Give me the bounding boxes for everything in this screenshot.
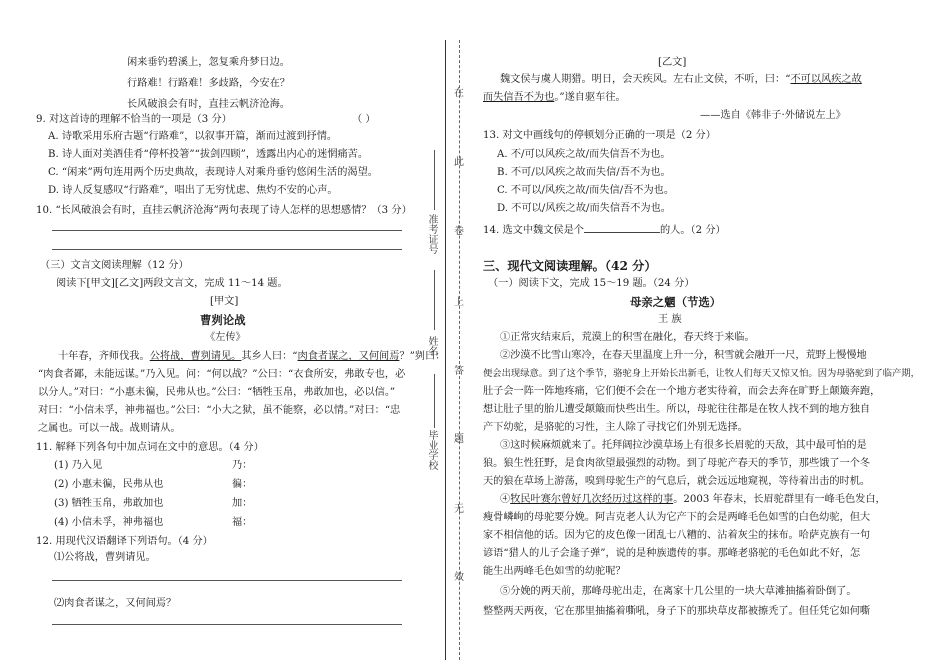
paragraph-line: 谚语“猎人的儿子会逢子弹”，说的是种族遗传的事。那峰老骆驼的毛色如此不好，怎 xyxy=(483,548,861,559)
paragraph-line: 肚子会一阵一阵地疼痛，它们便不会在一个地方老实待着，而会去奔在旷野上颠簸奔跑， xyxy=(483,386,881,397)
q11-word[interactable]: 徧： xyxy=(232,479,253,490)
paragraph-line: ⑤分娩的两天前，那峰母驼出走，在离家十几公里的一块大草滩抽搐着卧倒了。 xyxy=(500,586,857,597)
jia-text-line xyxy=(58,350,445,364)
question-10-stem: 10. “长风破浪会有时，直挂云帆济沧海”两句表现了诗人怎样的思想感情？（3 分） xyxy=(36,205,412,216)
text: 。”遂自驱车往。 xyxy=(554,92,626,103)
q12-item: ⑴公将战，曹刿请见。 xyxy=(54,552,156,563)
school-label: 毕业学校 xyxy=(426,430,437,470)
column-divider xyxy=(445,40,446,660)
q11-item: (1) 乃入见 xyxy=(54,460,103,471)
jia-text-line: 以分人。”对曰：“小惠未徧，民弗从也。”公曰：“牺牲玉帛，弗敢加也，必以信。” xyxy=(38,387,396,398)
text: 。2003 年春末，长眉驼群里有一峰毛色发白， xyxy=(673,494,886,505)
question-13-option-a: A. 不/可以风疾之故/而失信吾不为也。 xyxy=(497,149,671,160)
text: 的人。（2 分） xyxy=(659,225,726,236)
jia-text-line: 对曰：“小信未孚，神弗福也。”公曰：“小大之狱，虽不能察，必以情。”对曰：“忠 xyxy=(38,405,401,416)
question-9-option-b: B. 诗人面对美酒佳肴“停杯投箸”“拔剑四顾”，透露出内心的迷惘痛苦。 xyxy=(48,149,369,160)
q11-word[interactable]: 加： xyxy=(232,498,253,509)
poem-line: 长风破浪会有时，直挂云帆济沧海。 xyxy=(127,99,290,110)
binding-char: 无 xyxy=(454,504,464,515)
text: 魏文侯与虞人期猎。明日，会天疾风。左右止文侯，不听，曰：“ xyxy=(500,74,791,85)
question-13-option-b: B. 不可/以风疾之故而失信/吾不为也。 xyxy=(497,167,671,178)
question-9-option-d: D. 诗人反复感叹“行路难”，唱出了无穷忧虑、焦灼不安的心声。 xyxy=(48,185,338,196)
text: ？”刿曰： xyxy=(399,351,446,362)
paragraph-line: ②沙漠不比雪山寒冷，在春天里温度上升一分，积雪就会融开一尺，荒野上慢慢地 xyxy=(500,350,867,361)
paragraph-line xyxy=(500,493,886,507)
answer-line[interactable] xyxy=(52,230,402,231)
paragraph-line: ③这时候麻烦就来了。托拜阔拉沙漠草场上有很多长眉驼的天敌，其中最可怕的是 xyxy=(500,440,867,451)
paragraph-line: 瘦骨嶙峋的母驼要分娩。阿吉克老人认为它产下的会是两峰毛色如雪的白色幼驼，但大 xyxy=(483,512,871,523)
paragraph-line: 产下幼驼，是骆驼的习性，主人除了寻找它们外别无选择。 xyxy=(483,422,748,433)
answer-line[interactable] xyxy=(52,249,402,250)
question-9-answer-paren[interactable]: （ ） xyxy=(352,114,376,125)
jia-title: 曹刿论战 xyxy=(200,313,246,327)
text: 14. 选文中魏文侯是个 xyxy=(483,225,584,236)
q11-item: (2) 小惠未徧，民弗从也 xyxy=(54,479,164,490)
school-field[interactable] xyxy=(434,374,435,428)
underlined-text: 肉食者谋之，又何间焉 xyxy=(297,351,400,362)
paragraph-line: 天的狼在草场上游荡，嗅到母驼生产的气息后，就会远远地窥视，等待着出击的时机。 xyxy=(483,476,871,487)
underlined-text: 公将战，曹刿请见。 xyxy=(149,351,242,362)
underlined-text: 不可以风疾之故 xyxy=(790,74,862,85)
jia-text-line: 之属也。可以一战。战则请从。 xyxy=(38,423,181,434)
paragraph-line: 想让肚子里的胎儿遭受颠簸而快些出生。所以，母驼往往都是在牧人找不到的地方独自 xyxy=(483,404,871,415)
article-title: 母亲之魍（节选） xyxy=(630,295,722,309)
binding-char: 答 xyxy=(454,366,464,377)
q12-item: ⑵肉食者谋之，又何间焉？ xyxy=(54,598,177,609)
yi-text-line xyxy=(483,91,626,105)
binding-char: 在 xyxy=(454,88,464,99)
text: 其乡人曰：“ xyxy=(241,351,298,362)
binding-char: 效 xyxy=(454,572,464,583)
article-author: 王 族 xyxy=(658,314,682,325)
text: 十年春，齐师伐我。 xyxy=(58,351,150,362)
paragraph-line: 整整两天两夜，它在那里抽搐着嘶吼，身子下的那块草皮都被擦秃了。但任凭它如何嘶 xyxy=(483,606,871,617)
section-3-title: （三）文言文阅读理解（12 分） xyxy=(40,260,189,271)
fill-blank[interactable] xyxy=(584,221,660,233)
q11-item: (3) 牺牲玉帛，弗敢加也 xyxy=(54,498,164,509)
question-13-stem: 13. 对文中画线句的停顿划分正确的一项是（2 分） xyxy=(483,130,716,141)
underlined-text: 而失信吾不为也 xyxy=(483,92,555,103)
answer-line[interactable] xyxy=(52,580,402,581)
paragraph-line: 便会出现绿意。到了这个季节，骆驼身上开始长出新毛，让牧人们每天又惊又怕。因为母骆驼到了临产期， xyxy=(483,368,920,379)
paragraph-line: ①正常灾结束后，荒漠上的积雪在融化，春天终于来临。 xyxy=(500,332,755,343)
seal-line xyxy=(459,40,460,660)
question-14 xyxy=(483,221,726,238)
question-13-option-c: C. 不可以/风疾之故/而失信/吾不为也。 xyxy=(497,185,675,196)
yi-label: [乙文] xyxy=(658,57,687,68)
question-9-stem: 9. 对这首诗的理解不恰当的一项是（3 分） xyxy=(36,114,232,125)
question-12-stem: 12. 用现代汉语翻译下列语句。（4 分） xyxy=(36,536,213,547)
paragraph-line: 狼。狼生性狂野，是食肉欲望最强烈的动物。到了母驼产春天的季节，那些饿了一个冬 xyxy=(483,458,871,469)
underlined-text: 牧民叶赛尔曾好几次经历过这样的事 xyxy=(510,494,674,505)
exam-number-label: 准考证号 xyxy=(426,214,437,254)
binding-char: 上 xyxy=(454,297,464,308)
subsection-intro: （一）阅读下文，完成 15～19 题。（24 分） xyxy=(488,278,695,289)
poem-line: 行路难！行路难！多歧路，今安在？ xyxy=(127,78,290,89)
question-9-option-a: A. 诗歌采用乐府古题“行路难”，以叙事开篇，渐而过渡到抒情。 xyxy=(48,131,338,142)
binding-char: 题 xyxy=(454,434,464,445)
yi-source: ——选自《韩非子·外储说左上》 xyxy=(700,110,846,121)
jia-source: 《左传》 xyxy=(205,332,246,343)
poem-line: 闲来垂钓碧溪上，忽复乘舟梦日边。 xyxy=(127,57,290,68)
question-9-option-c: C. “闲来”两句连用两个历史典故，表现诗人对乘舟垂钓悠闲生活的渴望。 xyxy=(48,167,378,178)
section-title: 三、现代文阅读理解。（42 分） xyxy=(483,259,657,273)
question-13-option-d: D. 不可以/风疾之故/而失信吾不为也。 xyxy=(497,203,671,214)
jia-label: [甲文] xyxy=(210,296,239,307)
paragraph-line: 家不相信他的话。因为它的皮色像一团乱七八糟的、沾着灰尘的抹布。哈萨克族有一句 xyxy=(483,530,871,541)
name-field[interactable] xyxy=(434,270,435,330)
exam-number-field[interactable] xyxy=(434,150,435,210)
binding-char: 卷 xyxy=(454,226,464,237)
text: ④ xyxy=(500,494,511,505)
jia-text-line: “肉食者鄙，未能远谋。”乃入见。问：“何以战？”公曰：“衣食所安，弗敢专也，必 xyxy=(38,369,406,380)
q11-item: (4) 小信未孚，神弗福也 xyxy=(54,517,164,528)
section-3-intro: 阅读下[甲文][乙文]两段文言文，完成 11～14 题。 xyxy=(56,278,288,289)
question-11-stem: 11. 解释下列各句中加点词在文中的意思。（4 分） xyxy=(36,442,264,453)
q11-word[interactable]: 福： xyxy=(232,517,253,528)
q11-word[interactable]: 乃： xyxy=(232,460,253,471)
answer-line[interactable] xyxy=(52,624,402,625)
binding-char: 此 xyxy=(454,157,464,168)
paragraph-line: 能生出两峰毛色如雪的幼驼呢？ xyxy=(483,566,626,577)
yi-text-line xyxy=(500,73,862,87)
name-label: 姓名 xyxy=(426,336,437,356)
